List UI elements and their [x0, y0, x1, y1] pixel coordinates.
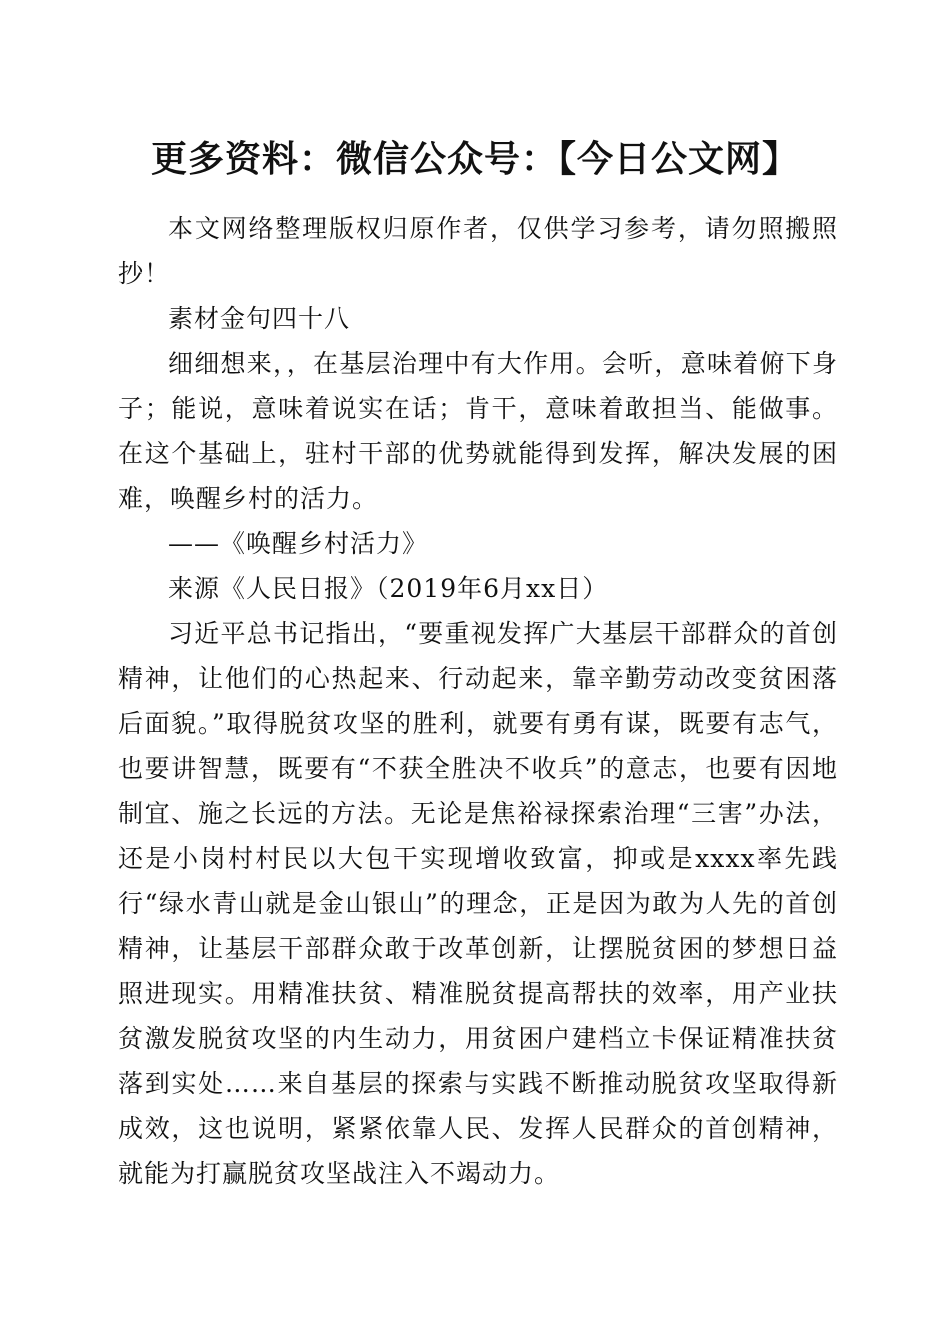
- paragraph-disclaimer: 本文网络整理版权归原作者，仅供学习参考，请勿照搬照抄！: [118, 214, 838, 288]
- document-body: [118, 206, 838, 1196]
- paragraph-source: 来源《人民日报》（2019年6月xx日）: [168, 574, 609, 603]
- document-title: 更多资料：微信公众号：【今日公文网】: [150, 139, 799, 180]
- paragraph-section-heading: 素材金句四十八: [168, 304, 351, 333]
- paragraph-quote-attribution: ——《唤醒乡村活力》: [168, 529, 429, 558]
- paragraph-commentary: 习近平总书记指出，“要重视发挥广大基层干部群众的首创精神，让他们的心热起来、行动起来，靠辛勤劳动改变贫困落后面貌。”取得脱贫攻坚的胜利，就要有勇有谋，既要有志气，也要讲智慧，既要有“不获全胜决不收兵”的意志，也要有因地制宜、施之长远的方法。无论是焦裕禄探索治理“三害”办法，还是小岗村村民以大包干实现增收致富，抑或是xxxx率先践行“绿水青山就是金山银山”的理念，正是因为敢为人先的首创精神，让基层干部群众敢于改革创新，让摆脱贫困的梦想日益照进现实。用精准扶贫、精准脱贫提高帮扶的效率，用产业扶贫激发脱贫攻坚的内生动力，用贫困户建档立卡保证精准扶贫落到实处……来自基层的探索与实践不断推动脱贫攻坚取得新成效，这也说明，紧紧依靠人民、发挥人民群众的首创精神，就能为打赢脱贫攻坚战注入不竭动力。: [118, 619, 838, 1188]
- paragraph-quote: 细细想来，，在基层治理中有大作用。会听，意味着俯下身子；能说，意味着说实在话；肯干，意味着敢担当、能做事。在这个基础上，驻村干部的优势就能得到发挥，解决发展的困难，唤醒乡村的活力。: [118, 349, 838, 513]
